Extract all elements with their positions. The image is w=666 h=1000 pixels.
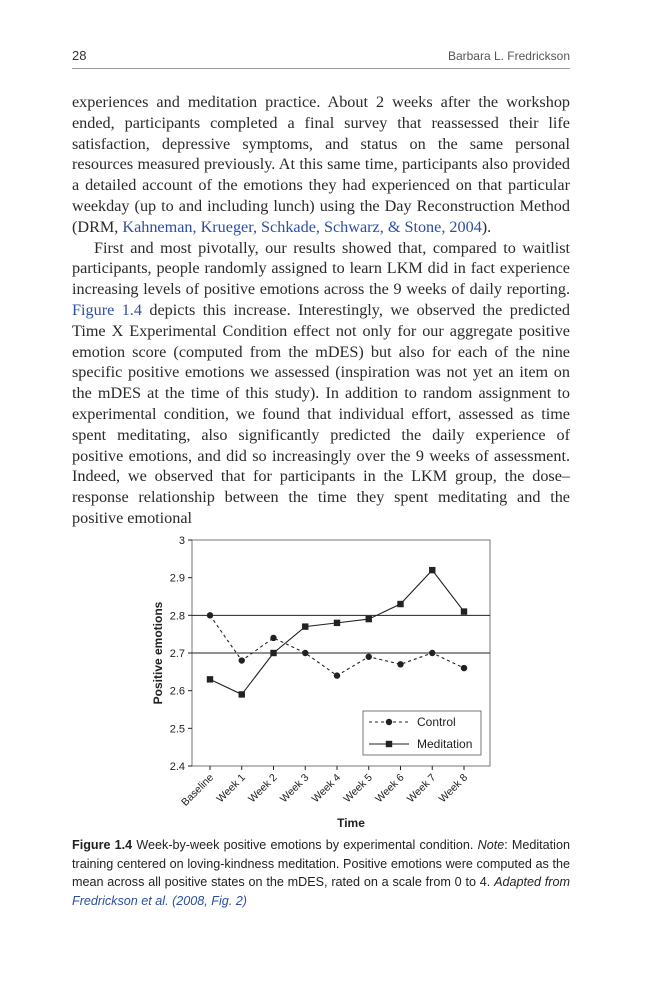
data-point-control	[334, 672, 340, 678]
y-tick-label: 2.5	[169, 723, 185, 736]
running-head-author: Barbara L. Fredrickson	[447, 49, 570, 63]
y-tick-label: 2.8	[169, 610, 185, 623]
x-axis-label: Time	[337, 816, 365, 830]
y-tick-label: 2.4	[169, 761, 185, 773]
running-head	[72, 44, 570, 69]
data-point-control	[461, 665, 467, 671]
caption-note-label: Note	[477, 838, 505, 852]
data-point-meditation	[334, 620, 340, 626]
x-tick-label: Week 7	[404, 771, 439, 806]
legend-marker-meditation	[386, 741, 392, 747]
figure-ref-link[interactable]: Figure 1.4	[72, 300, 142, 319]
citation-link-kahneman-2004[interactable]: Kahneman, Krueger, Schkade, Schwarz, & Stone, 2004	[122, 217, 482, 236]
body-text	[72, 92, 570, 529]
figure-1-4	[150, 532, 495, 832]
paragraph-2-text-a: First and most pivotally, our results showed that, compared to waitlist participants, people randomly assigned to learn LKM did in fact experience increasing levels of positive emotions across the 9 weeks of daily reporting.	[72, 238, 570, 299]
data-point-control	[429, 650, 435, 656]
x-tick-label: Week 1	[214, 771, 248, 806]
data-point-control	[397, 661, 403, 667]
x-tick-label: Week 3	[277, 771, 312, 806]
line-chart	[150, 532, 495, 832]
x-tick-label: Week 8	[436, 771, 471, 806]
data-point-meditation	[239, 691, 245, 697]
caption-adapted-text: Adapted from	[494, 875, 570, 889]
data-point-meditation	[207, 676, 213, 682]
data-point-meditation	[397, 601, 403, 607]
caption-source-link[interactable]: Fredrickson et al. (2008, Fig. 2)	[72, 893, 247, 908]
data-point-control	[239, 657, 245, 663]
data-point-meditation	[461, 608, 467, 614]
data-point-meditation	[429, 567, 435, 573]
x-tick-label: Week 4	[309, 771, 344, 806]
data-point-control	[207, 612, 213, 618]
data-point-control	[270, 635, 276, 641]
x-tick-label: Week 5	[341, 771, 375, 806]
page-number: 28	[72, 48, 87, 63]
legend-label-control: Control	[417, 715, 456, 729]
data-point-control	[302, 650, 308, 656]
x-tick-label: Week 2	[246, 771, 280, 806]
legend-label-meditation: Meditation	[417, 737, 473, 751]
paragraph-1	[72, 92, 570, 238]
data-point-control	[366, 654, 372, 660]
y-tick-label: 2.6	[169, 685, 185, 698]
paragraph-1-text-b: ).	[481, 217, 492, 236]
caption-title: Week-by-week positive emotions by experimental condition.	[132, 838, 478, 852]
data-point-meditation	[366, 616, 372, 622]
y-tick-label: 2.7	[169, 648, 185, 660]
legend-marker-control	[386, 719, 392, 725]
y-tick-label: 2.9	[169, 572, 185, 585]
data-point-meditation	[302, 623, 308, 629]
caption-note-text: : Meditation training centered on loving-kindness meditation. Positive emotions were computed as the mean across all positive states on the mDES, rated on a scale from 0 to 4.	[72, 838, 570, 889]
paragraph-1-text-a: experiences and meditation practice. About 2 weeks after the workshop ended, participants completed a final survey that reassessed their life satisfaction, depressive symptoms, and status on the same personal resources measured previously. At this same time, participants also provided a detailed account of the emotions they had experienced on that particular weekday (up to and including lunch) using the Day Reconstruction Method (DRM,	[72, 93, 570, 236]
paragraph-2	[72, 238, 570, 529]
y-tick-label: 3	[178, 535, 185, 547]
x-tick-label: Week 6	[373, 771, 407, 806]
data-point-meditation	[270, 650, 276, 656]
figure-caption	[72, 836, 570, 910]
paragraph-2-text-b: depicts this increase. Interestingly, we observed the predicted Time X Experimental Condition effect not only for our aggregate positive emotion score (computed from the mDES) but also for each of the nine specific positive emotions we assessed (inspiration was not yet an item on the mDES at the time of this study). In addition to random assignment to experimental condition, we found that individual effort, assessed as time spent meditating, also significantly predicted the daily experience of positive emotions, and did so increasingly over the 9 weeks of assessment. Indeed, we observed that for participants in the LKM group, the dose–response relationship between the time they spent meditating and the positive emotional	[72, 300, 570, 527]
y-axis-label: Positive emotions	[151, 601, 165, 705]
x-tick-label: Baseline	[179, 771, 217, 809]
caption-figure-label: Figure 1.4	[72, 838, 133, 852]
